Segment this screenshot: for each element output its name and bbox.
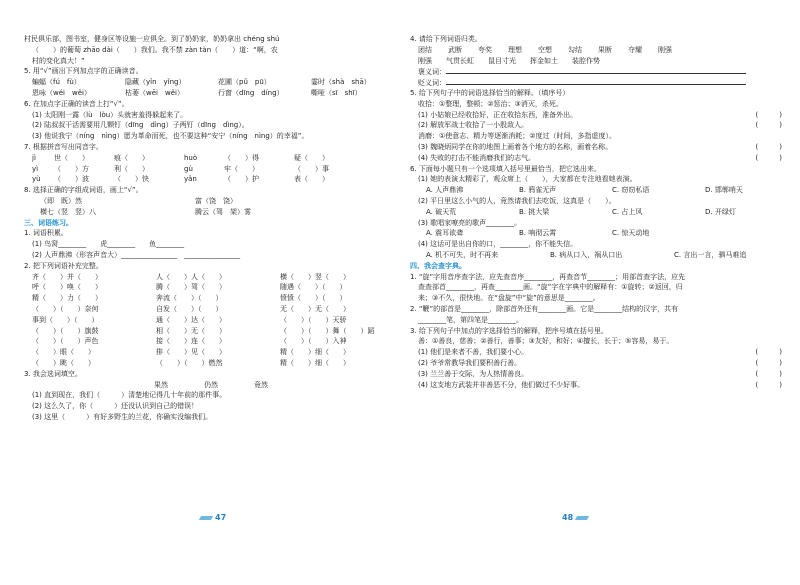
idiom-blank[interactable]: 横（ ）竖（ ） [280,272,350,281]
answer-line[interactable]: 褒义词： [410,66,782,77]
word-choice[interactable]: 横七（竖 竖）八 [40,207,96,216]
fill-blank[interactable]: 利（ ） [114,164,149,173]
option[interactable]: D. 开绿灯 [705,207,736,216]
question-item[interactable]: (1) 小姑娘已经收拾好，正在收拾东西，准备外出。 ( ) [418,110,782,119]
fill-blank[interactable]: （ ）护 [224,175,259,184]
pencil-icon [199,516,213,520]
word-option: 果断 [598,45,612,54]
option-row [410,228,782,239]
question-item[interactable]: 1. “旋”字用音序查字法，应先查音序________，再查音节________；用部首查字法，应先 [410,272,686,281]
fill-blank[interactable]: 牢（ ） [224,164,259,173]
question-item: (3) 他说我宁（níng nìng）愿为革命而死，也不要这种“安宁（níng nìng）的幸福”。 [32,132,309,141]
question-title: 1. 词语积累。 [24,229,68,238]
question-item[interactable]: (1) 她的表演太精彩了，观众席上（ ），大家都在专注地看她表演。 [418,175,637,184]
option[interactable]: C. 窃窃私语 [612,186,650,195]
option-row [410,207,782,218]
word-option: 夺耀 [628,45,642,54]
section-heading: 三、词语练习。 [24,218,73,227]
intro-line: 村的变化真大！” [32,56,85,65]
pinyin-label: yù [32,175,41,184]
pinyin-choice[interactable]: 行窗（dīng díng） [218,88,284,97]
pinyin-label: yǎn [184,175,197,184]
idiom-blank[interactable]: （ ）眼（ ） [32,348,95,357]
pinyin-choice[interactable]: 霎时（shà shā） [311,78,371,87]
idiom-blank[interactable]: 腾（ ）驾（ ） [156,283,226,292]
answer-line[interactable]: 贬义词： [410,77,782,88]
idiom-blank[interactable]: （ ）（ ）舞（ ）蹈 [280,326,375,335]
idiom-row [24,347,396,358]
idiom-row [24,315,396,326]
option[interactable]: B. 响彻云霄 [519,229,557,238]
page-number: 47 [197,513,226,524]
idiom-row [24,272,396,283]
question-item[interactable]: 来；③不久，很快地。在“盘旋”中“旋”的意思是________。 [418,294,600,303]
pinyin-label: yì [32,164,39,173]
choice-row [24,207,396,218]
pinyin-choice[interactable]: 嘶哑（sī shī） [311,88,362,97]
homophone-row [24,164,396,175]
fill-blank[interactable]: （ ）快 [114,175,149,184]
idiom-blank[interactable]: 排（ ）见（ ） [156,348,226,357]
question-item[interactable]: (3) 魏晓炳同学在你的地图上画着各个地方的名称，画着名称。 ( ) [418,142,782,151]
idiom-blank[interactable]: 愤愤（ ）（ ） [280,294,347,303]
question-item[interactable]: (1) 直到现在，我们（ ）清楚地记得几十年前的那件事。 [32,391,227,400]
word-choice[interactable]: 腾云（驾 架）雾 [195,207,251,216]
idiom-blank[interactable]: 精（ ）细（ ） [280,358,350,367]
choice-row [24,196,396,207]
question-item[interactable]: (1) 他们是来者不善，我们要小心。 ( ) [418,348,782,357]
option[interactable]: D. 邯郸哨天 [705,186,743,195]
word-option: 竟然 [254,380,268,389]
pinyin-choice[interactable]: 隐藏（yǐn yǐng） [125,78,186,87]
fill-blank[interactable]: 痕（ ） [114,153,149,162]
word-option: 团结 [418,45,432,54]
option-row [410,185,782,196]
word-option: 刚强 [658,45,672,54]
question-item[interactable]: (3) 歌唱家嘹亮的歌声________。 [418,218,522,227]
idiom-blank[interactable]: （ ）（ ）旗鼓 [32,326,99,335]
pinyin-choice[interactable]: 花圃（pǔ pū） [218,78,271,87]
question-title: 5. 用“√”画出下列加点字的正确读音。 [24,67,143,76]
word-bank [410,56,782,67]
idiom-blank[interactable]: （ ）（ ）燃然 [156,358,223,367]
intro-line: 村民俱乐部，图书室，健身区等设施一应俱全。到了奶奶家，奶奶拿出 chéng shú [24,35,280,43]
idiom-blank[interactable]: 呼（ ）唤（ ） [32,283,102,292]
option[interactable]: B. 病从口入，祸从口出 [550,250,623,259]
fill-blank[interactable]: 世（ ） [54,153,89,162]
pinyin-label: huò [184,153,198,162]
homophone-row [24,153,396,164]
question-item[interactable]: (2) 爷爷常教导我们要积善行善。 ( ) [418,358,782,367]
option-row [410,250,782,261]
question-item[interactable]: (3) 兰兰善于交际，为人热情善良。 ( ) [418,369,782,378]
question-item: (1) 太阳刚一露（lù lòu）头就害羞得躲起来了。 [32,110,188,119]
word-option: 果然 [154,380,168,389]
word-choice[interactable]: 富（饶 饶） [195,196,237,205]
pinyin-label: gù [184,164,193,173]
option[interactable]: A. 破天荒 [426,207,457,216]
option[interactable]: A. 机不可失，时不再来 [426,250,499,259]
pinyin-choice[interactable]: 蝙蝠（fú fù） [32,78,81,87]
pinyin-choice[interactable]: 恩咏（wéi wěi） [32,88,91,97]
word-option: 挥金如土 [530,56,558,65]
idiom-blank[interactable]: 人（ ）人（ ） [156,272,226,281]
option[interactable]: B. 鸦雀无声 [519,186,557,195]
word-option: 装腔作势 [572,56,600,65]
idiom-row [24,358,396,369]
idiom-blank[interactable]: 相（ ）无（ ） [156,326,226,335]
idiom-blank[interactable]: 精（ ）细（ ） [280,348,350,357]
definition: 收拾：①整理，整顿；②惩治；③消灭，杀死。 [418,99,563,108]
question-title: 5. 给下列句子中的词语选择恰当的解释。（填序号） [410,88,570,97]
question-item[interactable]: (1) 鸟窝________ 虎________ 鱼________ [32,240,185,249]
fill-blank[interactable]: （ ）得 [224,153,259,162]
fill-blank[interactable]: （ ）方 [54,164,89,173]
question-item[interactable]: (2) 人声鼎沸（形容声音大）________________ ________________ [32,250,241,259]
question-title: 6. 在加点字正确的读音上打“√”。 [24,99,129,108]
question-title: 7. 根据拼音写出同音字。 [24,142,103,151]
idiom-blank[interactable]: 随遇（ ）（ ） [280,283,347,292]
word-choice[interactable]: （即 既）然 [40,196,82,205]
fill-blank[interactable]: （ ）事 [294,164,329,173]
idiom-blank[interactable]: （ ）（ ）入神 [280,337,347,346]
question-item[interactable]: 查查部首________，再查________画。“旋”字在字典中的解释有：①旋转；②返回，归 [418,283,683,292]
question-item[interactable]: (4) 失败的打击不能消磨我们的志气。 ( ) [418,153,782,162]
idiom-blank[interactable]: （ ）（ ）天骄 [280,315,347,324]
word-option: 刚强 [418,56,432,65]
section-heading: 四、我会查字典。 [410,261,466,270]
idiom-blank[interactable]: 精（ ）力（ ） [32,294,102,303]
intro-line: （ ）的葡萄 zhāo dài（ ）我们。我不禁 zàn tàn（ ）道：“啊，农 [32,45,278,54]
homophone-row [24,174,396,185]
fill-blank[interactable]: （ ）波 [54,175,89,184]
question-title: 3. 我会选词填空。 [24,369,82,378]
word-option: 气贯长虹 [446,56,474,65]
question-item[interactable]: (4) 这支地方武装并非善恶不分，他们做过不少好事。 ( ) [418,380,782,389]
word-option: 鼠目寸光 [488,56,516,65]
word-bank [24,380,396,391]
word-option: 理想 [508,45,522,54]
question-item[interactable]: (3) 这里（ ）有好多野生的兰花，你确实没编我们。 [32,412,213,421]
question-title: 2. 把下列词语补充完整。 [24,261,103,270]
pencil-icon [575,516,589,520]
definition: 消磨：①使意志、精力等逐渐消耗；②度过（时间，多指虚度）。 [418,132,617,141]
question-title: 3. 给下列句子中加点的字选择恰当的解释，把序号填在括号里。 [410,326,608,335]
pinyin-row [24,88,396,99]
word-option: 夸奖 [478,45,492,54]
idiom-row [24,282,396,293]
idiom-row [24,304,396,315]
question-item[interactable]: (2) 解放军战士收拾了一小股敌人。 ( ) [418,121,782,130]
fill-blank[interactable]: 疑（ ） [294,153,329,162]
question-item[interactable]: 2. “鞭”的部首是________，除部首外还有________画。它是________结构的汉字，共有 [410,304,679,313]
idiom-row [24,336,396,347]
option[interactable]: C. 惊天动地 [612,229,650,238]
idiom-blank[interactable]: （ ）（ ）声色 [32,337,99,346]
idiom-blank[interactable]: 接（ ）连（ ） [156,337,226,346]
option[interactable]: C. 言出一言，驷马难追 [674,250,747,259]
word-option: 勾结 [568,45,582,54]
word-option: 武断 [448,45,462,54]
pinyin-choice[interactable]: 枯萎（wēi wěi） [125,88,184,97]
idiom-row [24,293,396,304]
question-item[interactable]: ________笔，第四笔是________。 [418,315,523,324]
question-title: 6. 下面每小题只有一个选项填入括号里最恰当，把它选出来。 [410,164,601,173]
idiom-blank[interactable]: 事到（ ）（ ） [32,315,99,324]
question-item[interactable]: (2) 这么久了，你（ ）还没认识到自己的错误！ [32,402,199,411]
pinyin-row [24,77,396,88]
definition: 善：①善良，慈善；②善行，善事；③友好，和好；④擅长，长于；⑤容易，易于。 [418,337,674,346]
word-option: 空想 [538,45,552,54]
question-item[interactable]: (4) 这话可是出自你的口，________，你不能失信。 [418,240,578,249]
question-title: 4. 请给下列词语归类。 [410,35,482,43]
option[interactable]: A. 人声鼎沸 [426,186,464,195]
idiom-blank[interactable]: 奔流（ ）（ ） [156,294,223,303]
pinyin-label: jì [32,153,36,162]
idiom-row [24,326,396,337]
option[interactable]: C. 占上风 [612,207,643,216]
idiom-blank[interactable]: （ ）眺（ ） [32,358,95,367]
right-page [410,34,782,524]
idiom-blank[interactable]: 通（ ）达（ ） [156,315,226,324]
word-option: 仍然 [204,380,218,389]
question-item[interactable]: (2) 平日里这么小气的人，竟然请我们去吃饭，这真是（ ）。 [418,196,616,205]
idiom-blank[interactable]: 自发（ ）（ ） [156,304,223,313]
option[interactable]: A. 震耳欲聋 [426,229,464,238]
left-page [24,34,396,524]
fill-blank[interactable]: 表（ ） [294,175,329,184]
idiom-blank[interactable]: 无（ ）无（ ） [280,304,350,313]
page-number: 48 [562,513,591,524]
word-bank [410,45,782,56]
idiom-blank[interactable]: （ ）（ ）奈何 [32,304,99,313]
option[interactable]: B. 挑大梁 [519,207,550,216]
question-item: (2) 陆叔叔干活需要用几颗钉（dīng dìng）子两钉（dīng dìng）。 [32,121,249,130]
question-title: 8. 选择正确的字组成词语，画上“√”。 [24,186,143,195]
idiom-blank[interactable]: 齐（ ）并（ ） [32,272,102,281]
